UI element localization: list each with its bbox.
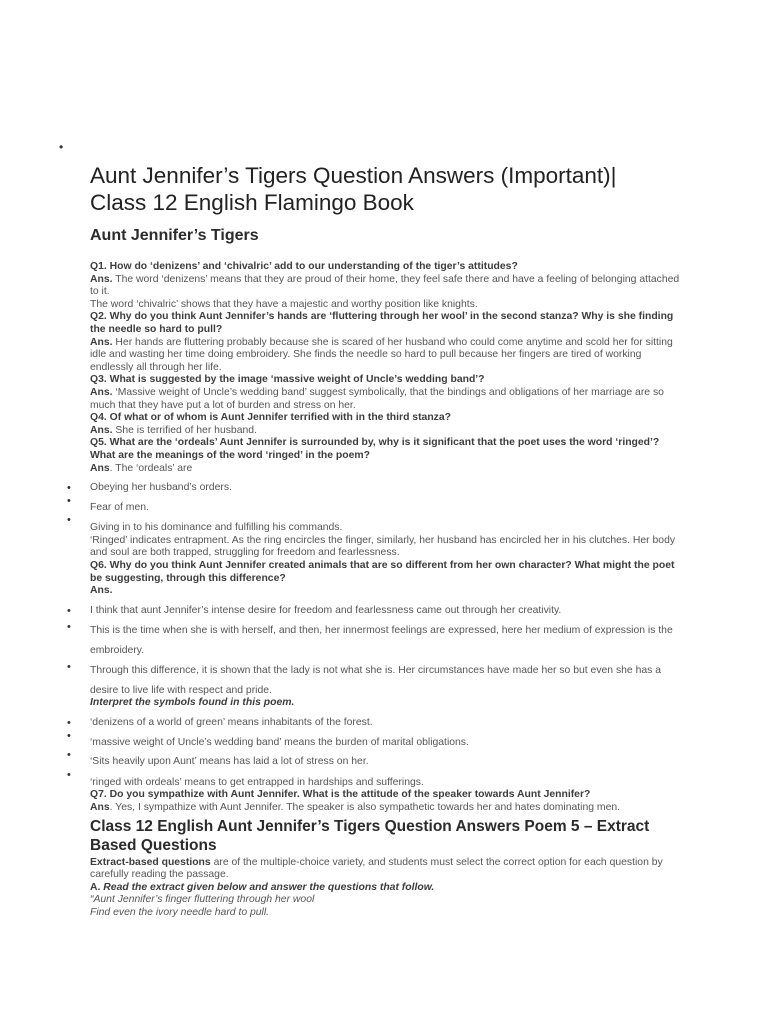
list-item: • ‘massive weight of Uncle’s wedding band’ means the burden of marital obligations. <box>90 730 682 750</box>
question-1: Q1. How do ‘denizens’ and ‘chivalric’ add to our understanding of the tiger’s attitudes? <box>90 261 518 272</box>
extract-description-text: are of the multiple-choice variety, and students must select the correct option for each question by carefully reading the passage. <box>90 856 663 881</box>
extract-description <box>90 857 682 882</box>
answer-3-text: ‘Massive weight of Uncle’s wedding band’ suggest symbolically, that the bindings and obligations of her marriage are so much that they have put a lot of burden and stress on her. <box>90 386 664 411</box>
poem-line-2: Find even the ivory needle hard to pull. <box>90 906 270 918</box>
poem-heading: Aunt Jennifer’s Tigers <box>90 227 259 244</box>
answer-3 <box>90 387 682 412</box>
answer-6-list <box>90 605 682 710</box>
list-item-text: • Giving in to his dominance and fulfilling his commands. <box>90 522 343 534</box>
list-item <box>90 769 682 815</box>
ordeals-list <box>90 482 682 598</box>
stray-bullet: • <box>59 140 64 154</box>
page-title <box>90 162 682 216</box>
question-answers-block <box>90 261 682 475</box>
answer-1-continued: The word ‘chivalric’ shows that they have a majestic and worthy position like knights. <box>90 298 478 310</box>
extract-intro <box>90 857 682 920</box>
page-title-line-1: Aunt Jennifer’s Tigers Question Answers (Important)| <box>90 163 617 188</box>
answer-2-text: Her hands are fluttering probably because she is scared of her husband who could come anytime and scold her for sitting idle and wasting her time doing embroidery. She finds the needle so hard to pull because her fingers are tired of working endlessly all through her life. <box>90 336 673 373</box>
answer-5 <box>90 463 682 476</box>
question-6: Q6. Why do you think Aunt Jennifer created animals that are so different from her own character? What might the poet be suggesting, through this difference? <box>90 560 675 584</box>
list-item: • ‘denizens of a world of green’ means inhabitants of the forest. <box>90 717 682 730</box>
list-item <box>90 514 682 598</box>
article-content <box>90 162 682 920</box>
answer-2 <box>90 337 682 375</box>
answer-4 <box>90 425 682 438</box>
page-title-line-2: Class 12 English Flamingo Book <box>90 190 414 215</box>
answer-label: Ans <box>90 802 110 813</box>
answer-label: Ans <box>90 462 110 474</box>
answer-label: Ans. <box>90 585 113 597</box>
question-4: Q4. Of what or of whom is Aunt Jennifer terrified with in the third stanza? <box>90 412 451 424</box>
symbols-heading: Interpret the symbols found in this poem. <box>90 697 295 709</box>
answer-7 <box>90 802 682 815</box>
extract-term: Extract-based questions <box>90 856 211 868</box>
answer-4-text: She is terrified of her husband. <box>112 424 257 436</box>
list-item: • ‘Sits heavily upon Aunt’ means has laid a lot of stress on her. <box>90 749 682 769</box>
extract-a-instruction <box>90 882 682 895</box>
list-item-text: Fear of men. <box>90 501 149 513</box>
list-item <box>90 661 682 710</box>
extract-a-label: A. <box>90 881 101 893</box>
symbols-list <box>90 717 682 815</box>
list-item: • This is the time when she is with herself, and then, her innermost feelings are expressed, here her medium of expression is the embroidery. <box>90 617 682 661</box>
answer-7-text: . Yes, I sympathize with Aunt Jennifer. The speaker is also sympathetic towards her and hates dominating men. <box>109 802 621 813</box>
extract-section-heading: Class 12 English Aunt Jennifer’s Tigers Question Answers Poem 5 – Extract Based Questions <box>90 817 650 854</box>
question-5: Q5. What are the ‘ordeals’ Aunt Jennifer is surrounded by, why is it significant that the poet uses the word ‘ringed’? What are the meanings of the word ‘ringed’ in the poem? <box>90 437 660 461</box>
list-item: • Obeying her husband’s orders. <box>90 482 682 495</box>
extract-a-text: Read the extract given below and answer the questions that follow. <box>100 881 435 893</box>
ringed-explanation: ‘Ringed’ indicates entrapment. As the ring encircles the finger, similarly, her husband has encircled her in his clutches. Her body and soul are both trapped, struggling for freedom and fearlessness. <box>90 534 676 559</box>
answer-1-text: The word ‘denizens’ means that they are proud of their home, they feel safe there and have a feeling of belonging attached to it. <box>90 273 680 298</box>
answer-1 <box>90 274 682 299</box>
list-item <box>90 495 682 515</box>
poem-line-1: “Aunt Jennifer’s finger fluttering through her wool <box>90 894 315 906</box>
answer-label: Ans. <box>90 273 113 285</box>
answer-label: Ans. <box>90 336 113 348</box>
question-7: Q7. Do you sympathize with Aunt Jennifer. What is the attitude of the speaker towards Aunt Jennifer? <box>90 789 591 801</box>
question-3: Q3. What is suggested by the image ‘massive weight of Uncle’s wedding band’? <box>90 374 485 386</box>
list-item-text: • ‘ringed with ordeals’ means to get entrapped in hardships and sufferings. <box>90 776 424 788</box>
answer-label: Ans. <box>90 424 113 436</box>
list-item-text: • Through this difference, it is shown that the lady is not what she is. Her circumstances have made her so but even she has a desire to live life with respect and pride. <box>90 665 662 697</box>
list-item: • I think that aunt Jennifer’s intense desire for freedom and fearlessness came out through her creativity. <box>90 605 682 618</box>
answer-5-text: . The ‘ordeals’ are <box>109 462 193 474</box>
answer-label: Ans. <box>90 386 113 398</box>
question-2: Q2. Why do you think Aunt Jennifer’s hands are ‘fluttering through her wool’ in the second stanza? Why is she finding the needle so hard to pull? <box>90 311 674 335</box>
